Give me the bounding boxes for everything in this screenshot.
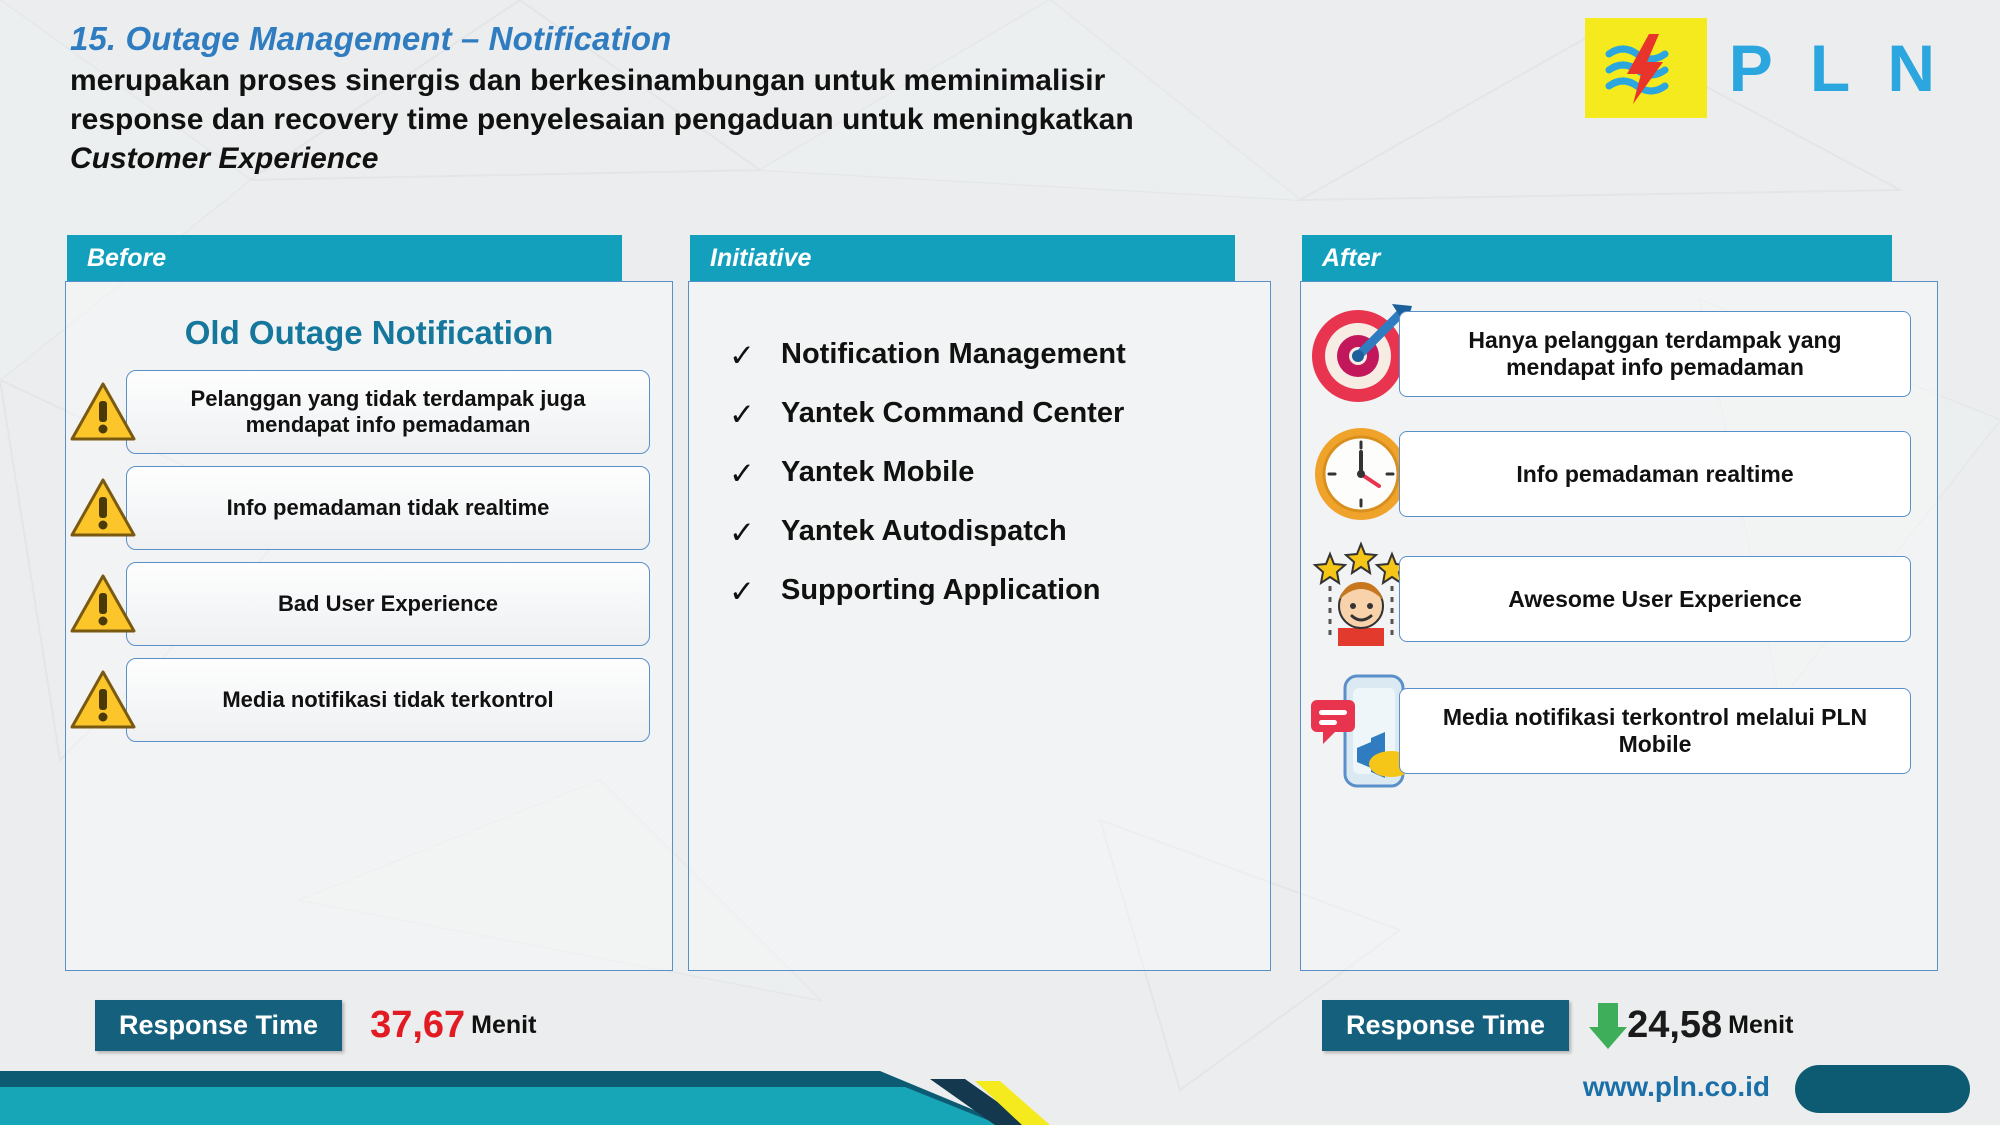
column-after-header: After [1302,235,1892,281]
list-item [729,399,1270,430]
response-time-label: Response Time [1322,1000,1569,1051]
warning-icon [66,669,140,731]
pln-lightning-logo-icon [1585,18,1707,118]
subtitle-line-1: merupakan proses sinergis dan berkesinambungan untuk meminimalisir [70,64,1106,97]
before-section-title: Old Outage Notification [184,314,554,351]
response-time-value: 37,67 [370,1004,466,1046]
page-title: 15. Outage Management – Notification [70,20,672,57]
list-item [729,458,1270,489]
list-item [1301,672,1937,790]
initiative-item-label: Yantek Mobile [781,456,975,488]
column-before-body [65,281,673,971]
initiative-item-label: Notification Management [781,338,1126,370]
subtitle-line-3: Customer Experience [70,142,379,175]
list-item [66,562,672,646]
after-item-label: Awesome User Experience [1399,556,1911,642]
brand-logo [1585,18,1945,118]
list-item [66,658,672,742]
check-icon: ✓ [729,397,755,432]
list-item [729,517,1270,548]
column-initiative [690,235,1235,971]
check-icon: ✓ [729,338,755,373]
initiative-item-label: Supporting Application [781,574,1101,606]
pln-wordmark: P L N [1728,31,1945,105]
response-time-unit: Menit [471,1011,537,1039]
column-before [67,235,622,971]
page-subtitle [70,61,1630,178]
column-before-header: Before [67,235,622,281]
list-item [1301,540,1937,658]
check-icon: ✓ [729,574,755,609]
footer-url[interactable]: www.pln.co.id [1582,1071,1770,1102]
initiative-item-label: Yantek Command Center [781,397,1125,429]
footer-pill [1795,1065,1970,1113]
subtitle-line-2: response dan recovery time penyelesaian pengaduan untuk meningkatkan [70,103,1134,136]
column-after-body [1300,281,1938,971]
response-time-label: Response Time [95,1000,342,1051]
header [70,20,1630,178]
after-item-label: Hanya pelanggan terdampak yang mendapat info pemadaman [1399,311,1911,397]
column-initiative-body [688,281,1271,971]
list-item [66,466,672,550]
initiative-item-label: Yantek Autodispatch [781,515,1067,547]
list-item [66,370,672,454]
list-item [1301,300,1937,408]
column-after [1302,235,1892,971]
before-item-label: Pelanggan yang tidak terdampak juga mendapat info pemadaman [126,370,650,454]
list-item [1301,422,1937,526]
list-item [729,340,1270,371]
before-item-label: Info pemadaman tidak realtime [126,466,650,550]
warning-icon [66,477,140,539]
after-item-label: Info pemadaman realtime [1399,431,1911,517]
before-item-label: Bad User Experience [126,562,650,646]
warning-icon [66,573,140,635]
check-icon: ✓ [729,515,755,550]
after-item-label: Media notifikasi terkontrol melalui PLN Mobile [1399,688,1911,774]
column-initiative-header: Initiative [690,235,1235,281]
response-time-unit: Menit [1728,1011,1794,1039]
response-time-value: 24,58 [1627,1004,1723,1046]
list-item [729,576,1270,607]
check-icon: ✓ [729,456,755,491]
before-item-label: Media notifikasi tidak terkontrol [126,658,650,742]
warning-icon [66,381,140,443]
